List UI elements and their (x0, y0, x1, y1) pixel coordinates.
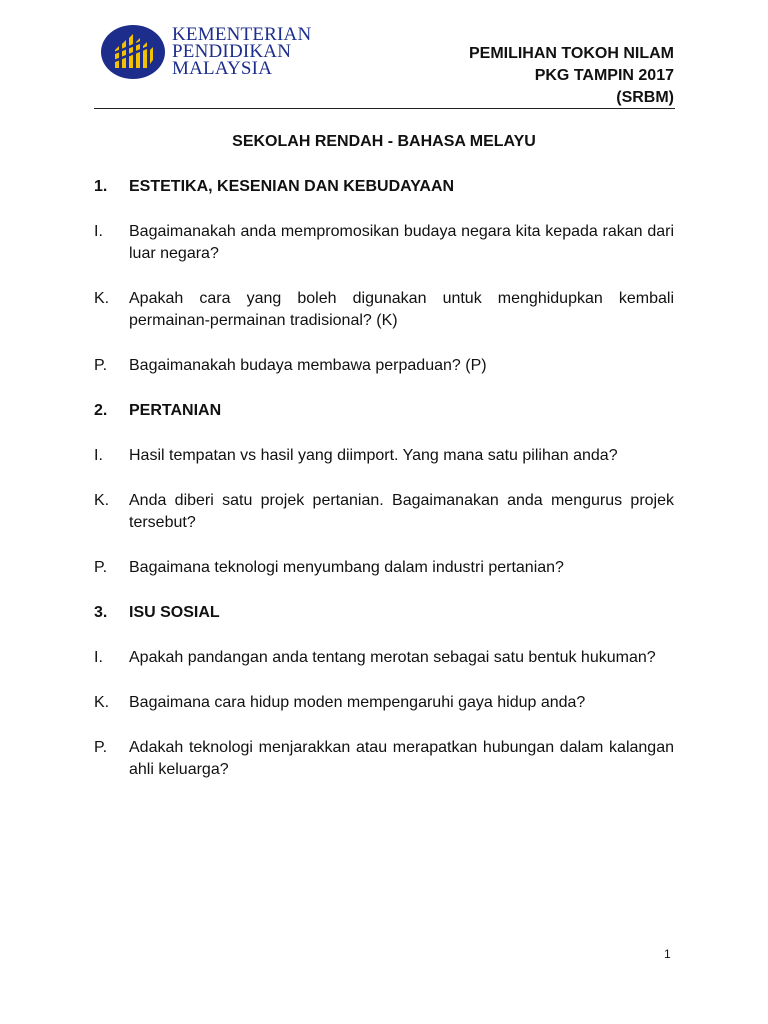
question-text: Adakah teknologi menjarakkan atau merapatkan hubungan dalam kalangan ahli keluarga? (129, 739, 674, 778)
question-level: K. (94, 694, 110, 711)
question-item (94, 445, 674, 467)
ministry-emblem-icon (100, 24, 166, 80)
ministry-logo (100, 24, 310, 82)
document-body (94, 131, 674, 804)
question-item (94, 557, 674, 579)
question-item (94, 490, 674, 534)
question-item (94, 221, 674, 265)
question-text: Bagaimanakah anda mempromosikan budaya negara kita kepada rakan dari luar negara? (129, 223, 674, 262)
section-number: 1. (94, 178, 108, 195)
section-heading (94, 176, 674, 198)
question-level: P. (94, 559, 108, 576)
question-text: Apakah cara yang boleh digunakan untuk menghidupkan kembali permainan-permainan tradisional? (K) (129, 290, 674, 329)
header-line-3: (SRBM) (616, 89, 674, 106)
section-number: 2. (94, 402, 108, 419)
section-heading (94, 602, 674, 624)
section-title: ESTETIKA, KESENIAN DAN KEBUDAYAAN (129, 178, 455, 195)
question-level: K. (94, 492, 110, 509)
question-item (94, 355, 674, 377)
question-text: Bagaimana teknologi menyumbang dalam industri pertanian? (129, 559, 564, 576)
question-level: I. (94, 649, 103, 666)
page-number: 1 (664, 947, 671, 961)
question-level: K. (94, 290, 110, 307)
question-text: Anda diberi satu projek pertanian. Bagaimanakan anda mengurus projek tersebut? (129, 492, 674, 531)
section-2 (94, 400, 674, 579)
logo-line-1: KEMENTERIAN (172, 24, 312, 45)
section-number: 3. (94, 604, 108, 621)
question-level: P. (94, 357, 108, 374)
question-item (94, 288, 674, 332)
question-item (94, 647, 674, 669)
header-line-2: PKG TAMPIN 2017 (534, 67, 674, 84)
header-divider (94, 108, 675, 109)
document-title: SEKOLAH RENDAH - BAHASA MELAYU (232, 133, 536, 150)
logo-line-3: MALAYSIA (172, 58, 273, 79)
question-level: P. (94, 739, 108, 756)
question-text: Bagaimana cara hidup moden mempengaruhi gaya hidup anda? (129, 694, 586, 711)
question-level: I. (94, 223, 103, 240)
section-heading (94, 400, 674, 422)
question-item (94, 692, 674, 714)
section-1 (94, 176, 674, 377)
logo-line-2: PENDIDIKAN (172, 41, 292, 62)
section-3 (94, 602, 674, 781)
section-title: PERTANIAN (129, 402, 222, 419)
question-item (94, 737, 674, 781)
question-level: I. (94, 447, 103, 464)
question-text: Bagaimanakah budaya membawa perpaduan? (P) (129, 357, 487, 374)
section-title: ISU SOSIAL (129, 604, 220, 621)
question-text: Hasil tempatan vs hasil yang diimport. Yang mana satu pilihan anda? (129, 447, 618, 464)
question-text: Apakah pandangan anda tentang merotan sebagai satu bentuk hukuman? (129, 649, 656, 666)
ministry-name (172, 26, 311, 77)
document-header (469, 43, 674, 109)
header-line-1: PEMILIHAN TOKOH NILAM (468, 45, 674, 62)
